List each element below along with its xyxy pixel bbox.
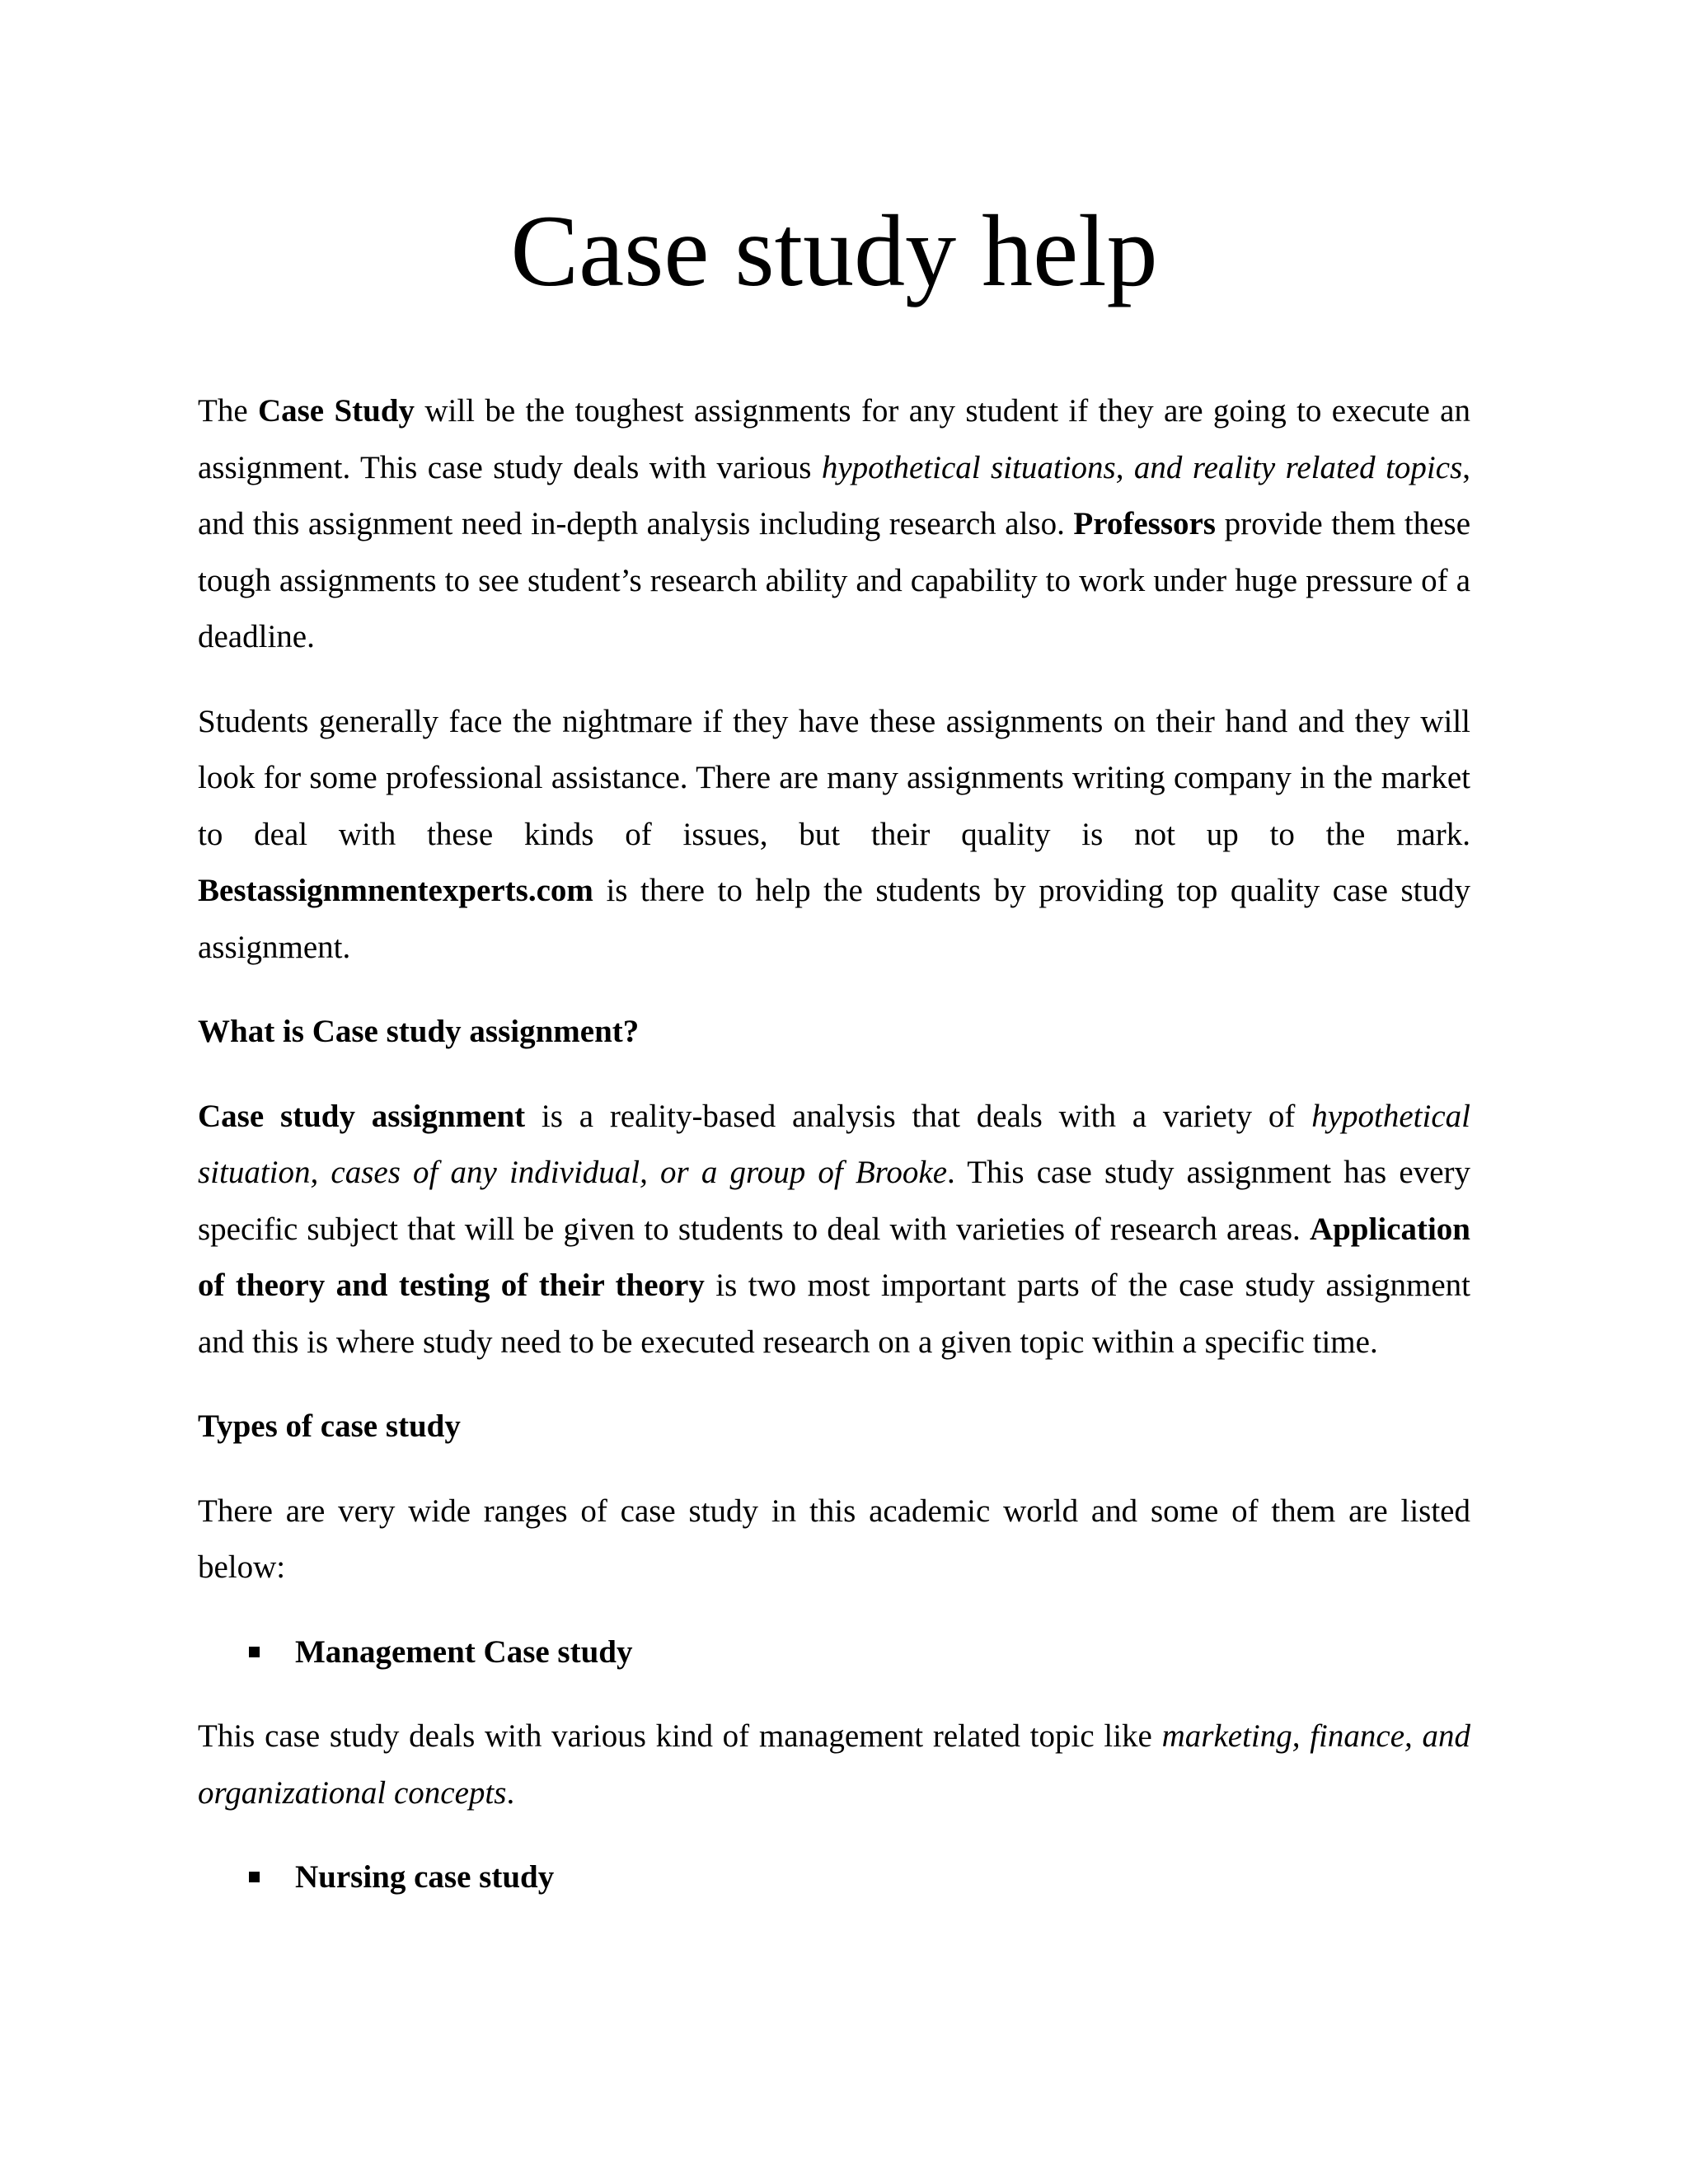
bold-term-professors: Professors <box>1073 506 1216 541</box>
text-run: . <box>506 1774 515 1811</box>
text-run: Students generally face the nightmare if they have these assignments on their hand and they will look for some professional assistance. There are many assignments writing company in the market to deal with these kinds of issues, but their quality is not up to the mark. <box>198 703 1470 852</box>
document-title: Case study help <box>510 194 1158 307</box>
bold-site-name: Bestassignmnentexperts.com <box>198 873 593 908</box>
document-body <box>198 383 1470 1934</box>
square-bullet-icon <box>249 1647 260 1657</box>
paragraph-students <box>198 694 1470 977</box>
paragraph-intro <box>198 383 1470 666</box>
list-item-management <box>198 1624 1470 1681</box>
list-item-label: Nursing case study <box>295 1859 555 1895</box>
italic-phrase: hypothetical situation, cases of any individual, or a group of Brooke <box>198 1098 1470 1190</box>
italic-phrase: hypothetical situations, and reality related topics <box>821 449 1463 485</box>
text-run: will be the toughest assignments for any student if they are going to execute an assignment. This case study deals with various <box>198 393 1470 485</box>
list-item-nursing <box>198 1849 1470 1906</box>
italic-phrase: marketing, finance, and organizational concepts <box>198 1718 1470 1811</box>
text-run: provide them these tough assignments to see student’s research ability and capability to work under huge pressure of a deadline. <box>198 506 1471 654</box>
text-run: The <box>198 393 258 429</box>
section-heading-what-is: What is Case study assignment? <box>198 1014 640 1049</box>
bold-term-case-study: Case Study <box>257 393 415 429</box>
text-run: . This case study assignment has every specific subject that will be given to students to deal with varieties of research areas. <box>198 1155 1470 1247</box>
text-run: This case study deals with various kind of management related topic like <box>198 1718 1162 1754</box>
text-run: is two most important parts of the case study assignment and this is where study need to be executed research on a given topic within a specific time. <box>198 1268 1470 1360</box>
paragraph-definition <box>198 1089 1470 1371</box>
text-run: is a reality-based analysis that deals with a variety of <box>525 1098 1312 1134</box>
paragraph-management <box>198 1708 1470 1821</box>
paragraph-types-intro: There are very wide ranges of case study in this academic world and some of them are listed below: <box>198 1493 1470 1585</box>
section-heading-types: Types of case study <box>198 1408 461 1444</box>
bold-term-case-study-assignment: Case study assignment <box>198 1098 526 1134</box>
text-run: is there to help the students by providing top quality case study assignment. <box>198 873 1470 965</box>
bold-term-application: Application of theory and testing of their theory <box>198 1211 1470 1303</box>
square-bullet-icon <box>249 1872 260 1882</box>
text-run: , and this assignment need in-depth analysis including research also. <box>198 449 1470 541</box>
list-item-label: Management Case study <box>295 1633 633 1670</box>
